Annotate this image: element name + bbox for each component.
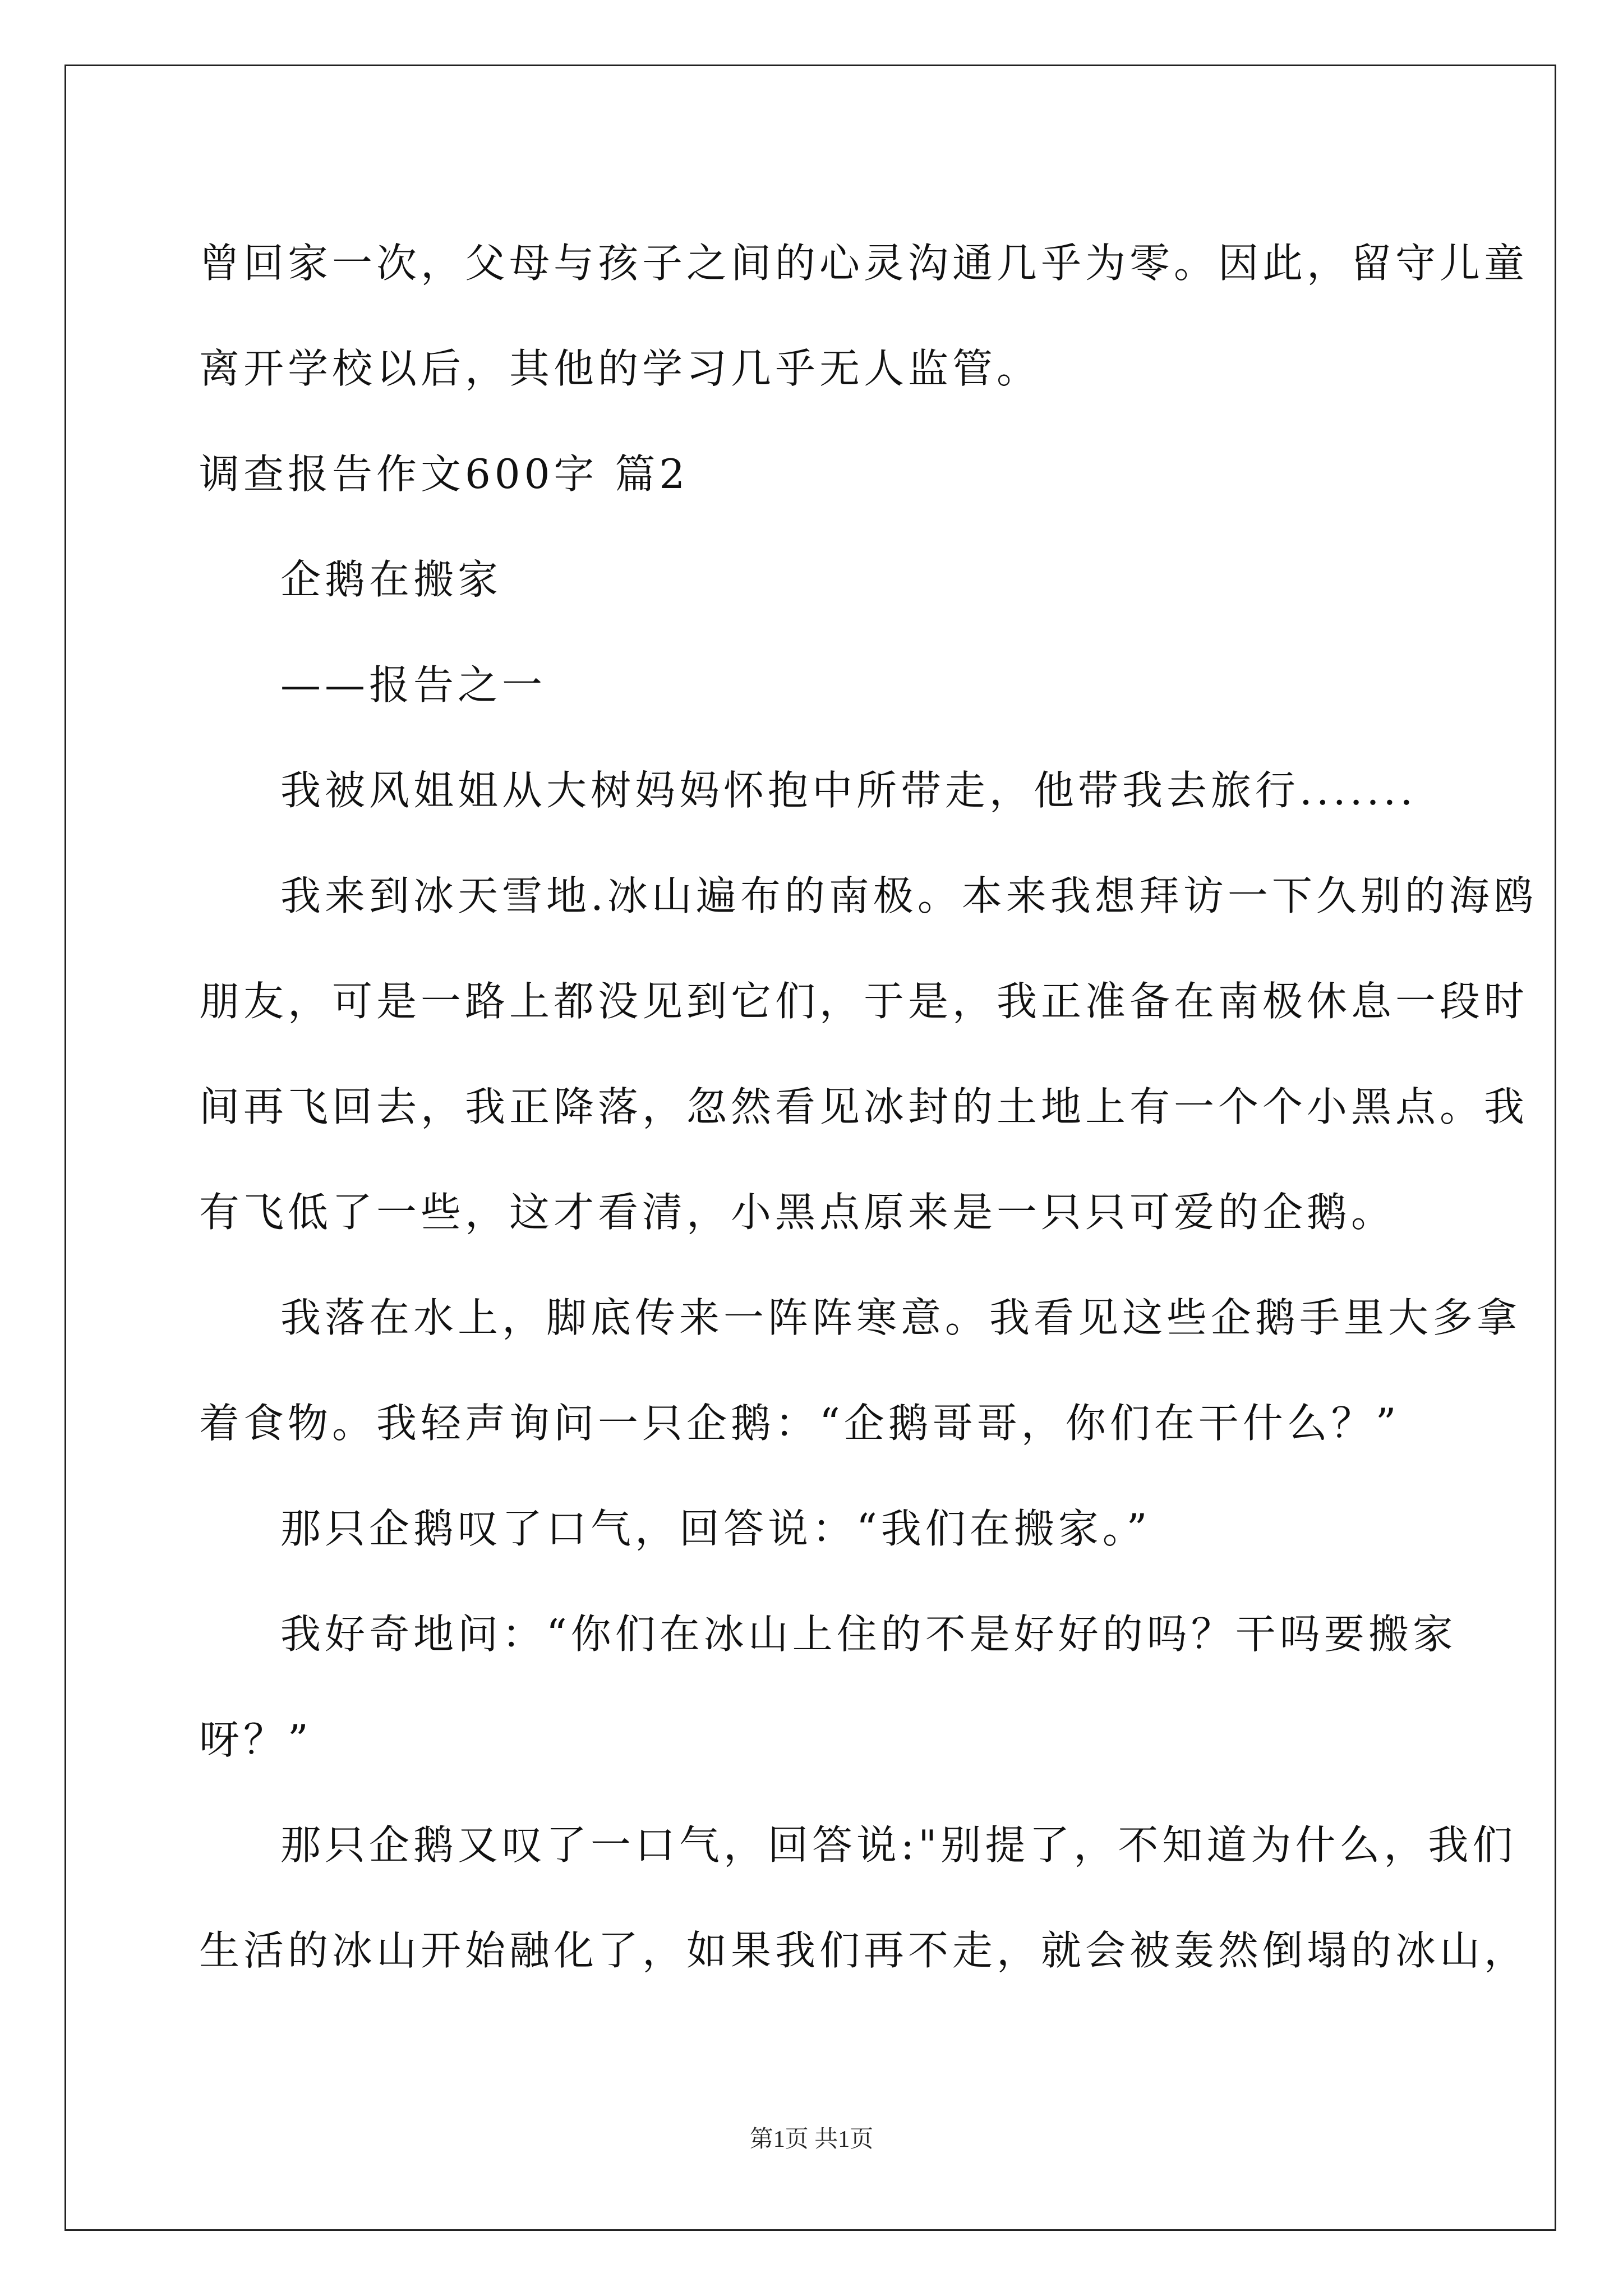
paragraph-line: 离开学校以后，其他的学习几乎无人监管。 [199,345,1041,392]
paragraph-line: 那只企鹅又叹了一口气，回答说:"别提了，不知道为什么，我们 [280,1821,1517,1869]
paragraph-line: 着食物。我轻声询问一只企鹅：“企鹅哥哥，你们在干什么？” [199,1400,1400,1447]
section-heading: 调查报告作文600字 篇2 [199,450,689,498]
essay-title: 企鹅在搬家 [280,556,502,603]
paragraph-line: 我被风姐姐从大树妈妈怀抱中所带走，他带我去旅行....... [280,767,1417,814]
paragraph-line: 我好奇地问：“你们在冰山上住的不是好好的吗？干吗要搬家 [280,1611,1457,1658]
essay-subtitle: ——报告之一 [280,661,547,708]
paragraph-line: 我来到冰天雪地.冰山遍布的南极。本来我想拜访一下久别的海鸥 [280,872,1538,919]
paragraph-line: 间再飞回去，我正降落，忽然看见冰封的土地上有一个个小黑点。我 [199,1083,1529,1130]
paragraph-line: 朋友，可是一路上都没见到它们，于是，我正准备在南极休息一段时 [199,978,1529,1025]
paragraph-line: 有飞低了一些，这才看清，小黑点原来是一只只可爱的企鹅。 [199,1189,1396,1236]
paragraph-line: 曾回家一次，父母与孩子之间的心灵沟通几乎为零。因此，留守儿童 [199,240,1529,287]
paragraph-line: 呀？” [199,1716,312,1763]
document-body [199,210,1538,2003]
paragraph-line: 那只企鹅叹了口气，回答说：“我们在搬家。” [280,1505,1151,1552]
paragraph-line: 生活的冰山开始融化了，如果我们再不走，就会被轰然倒塌的冰山， [199,1927,1529,1974]
page-footer: 第1页 共1页 [749,2127,874,2152]
paragraph-line: 我落在水上，脚底传来一阵阵寒意。我看见这些企鹅手里大多拿 [280,1294,1521,1341]
